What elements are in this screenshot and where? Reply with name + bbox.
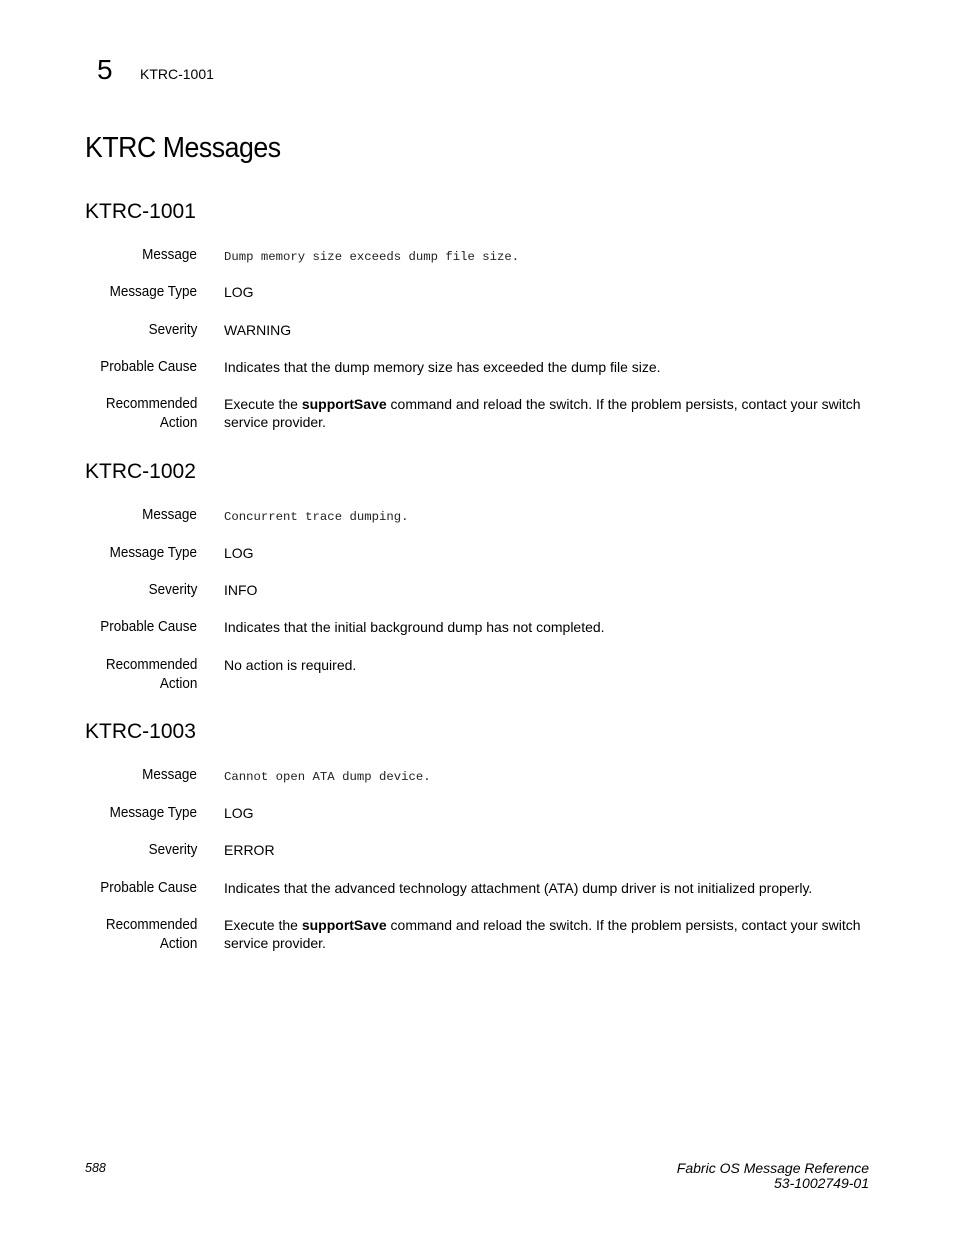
recommended-action-label: [106, 656, 197, 694]
command-name: supportSave: [301, 917, 387, 933]
message-type-label: Message Type: [109, 545, 197, 561]
section-heading: KTRC-1002: [85, 460, 196, 483]
section-heading: KTRC-1001: [85, 200, 196, 223]
message-type-label: Message Type: [109, 805, 197, 821]
running-title: KTRC-1001: [140, 66, 214, 82]
label-line: Action: [159, 676, 197, 692]
probable-cause-label: Probable Cause: [100, 619, 197, 635]
message-value: Cannot open ATA dump device.: [224, 770, 431, 784]
chapter-number: 5: [97, 54, 113, 85]
severity-label: Severity: [148, 322, 197, 338]
label-line: Action: [159, 415, 197, 431]
probable-cause-label: Probable Cause: [100, 880, 197, 896]
message-type-value: LOG: [224, 284, 254, 300]
message-label: Message: [142, 767, 197, 783]
probable-cause-value: Indicates that the initial background dump has not completed.: [224, 619, 605, 635]
message-value: Dump memory size exceeds dump file size.: [224, 250, 520, 264]
page-number: 588: [85, 1161, 106, 1175]
severity-value: INFO: [224, 582, 258, 598]
probable-cause-value: Indicates that the advanced technology attachment (ATA) dump driver is not initialized properly.: [224, 880, 813, 896]
action-suffix: command and reload the switch. If the problem persists, contact your switch service provider.: [224, 917, 861, 951]
document-info: [677, 1161, 869, 1191]
label-line: Recommended: [105, 917, 197, 933]
message-type-value: LOG: [224, 545, 254, 561]
recommended-action-label: [106, 916, 197, 954]
severity-value: WARNING: [224, 322, 292, 338]
recommended-action-value: [224, 395, 869, 431]
page-title: KTRC Messages: [85, 132, 281, 164]
document-number: 53-1002749-01: [774, 1175, 869, 1191]
document-title: Fabric OS Message Reference: [676, 1160, 869, 1176]
probable-cause-label: Probable Cause: [100, 359, 197, 375]
section-heading: KTRC-1003: [85, 720, 196, 743]
severity-label: Severity: [148, 842, 197, 858]
recommended-action-value: [224, 916, 869, 952]
label-line: Recommended: [105, 657, 197, 673]
action-prefix: Execute the: [224, 396, 302, 412]
message-value: Concurrent trace dumping.: [224, 510, 409, 524]
severity-value: ERROR: [224, 842, 275, 858]
label-line: Action: [159, 936, 197, 952]
recommended-action-label: [106, 395, 197, 433]
severity-label: Severity: [148, 582, 197, 598]
recommended-action-value: No action is required.: [224, 657, 357, 673]
message-type-value: LOG: [224, 805, 254, 821]
message-label: Message: [142, 507, 197, 523]
message-type-label: Message Type: [109, 284, 197, 300]
message-label: Message: [142, 247, 197, 263]
probable-cause-value: Indicates that the dump memory size has exceeded the dump file size.: [224, 359, 661, 375]
action-suffix: command and reload the switch. If the problem persists, contact your switch service provider.: [224, 396, 861, 430]
action-prefix: Execute the: [224, 917, 302, 933]
label-line: Recommended: [105, 396, 197, 412]
command-name: supportSave: [301, 396, 387, 412]
